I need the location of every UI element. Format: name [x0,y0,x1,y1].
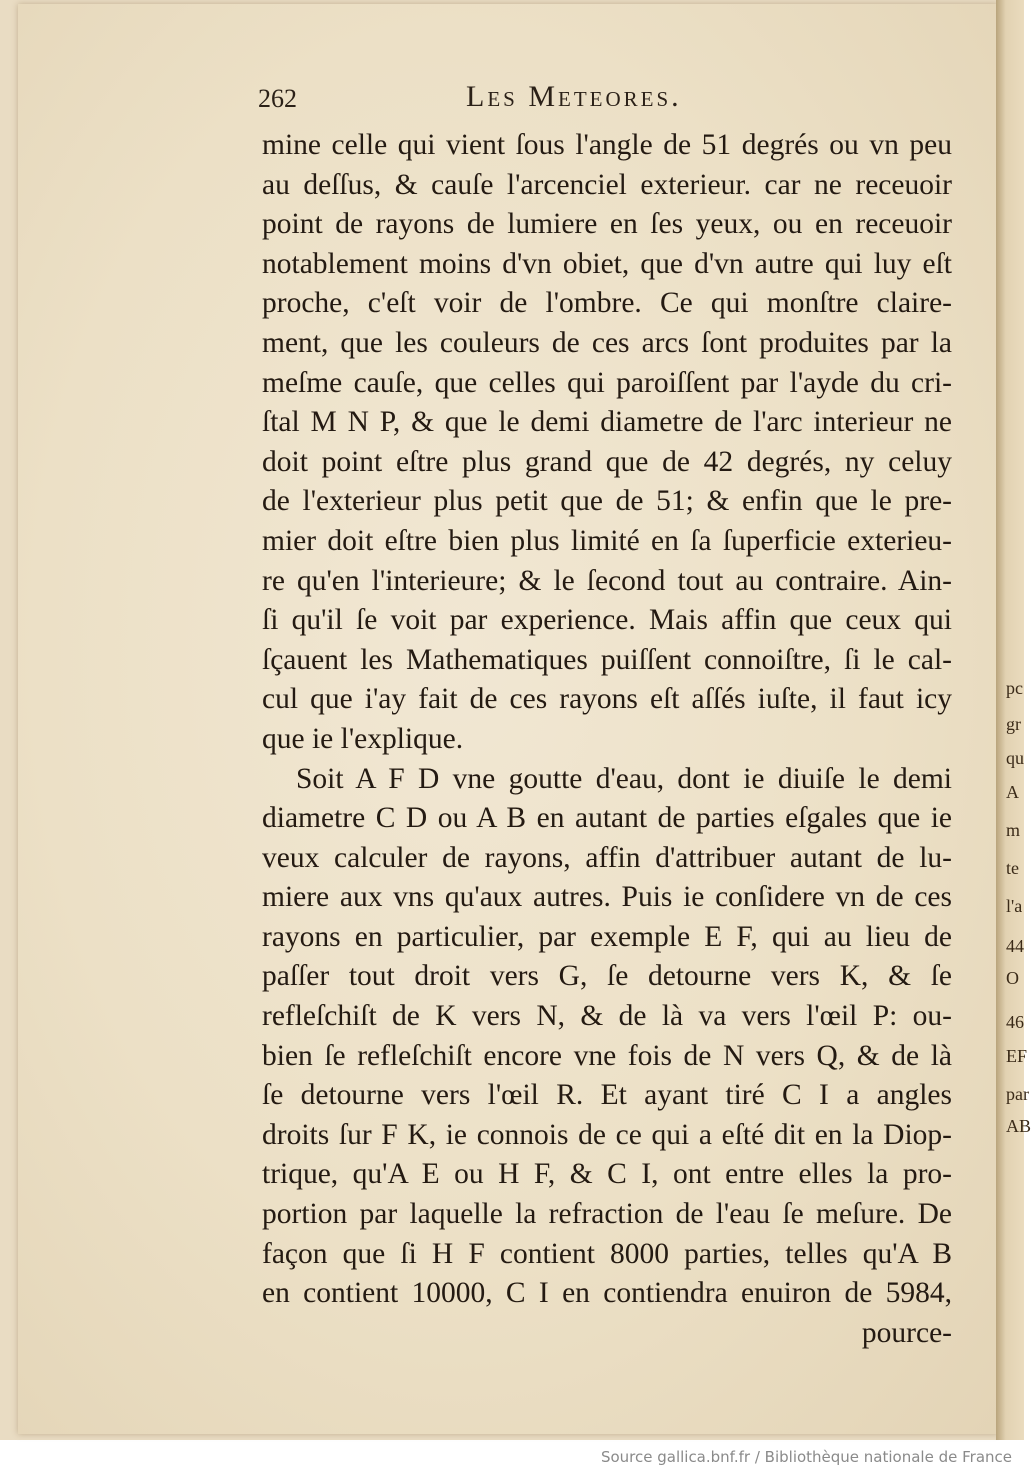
text-line: ſe detourne vers l'œil R. Et ayant tiré C I a angles [262,1079,952,1112]
text-line: façon que ſi H F contient 8000 parties, telles qu'A B [262,1237,952,1270]
text-line: refleſchiſt de K vers N, & de là va vers l'œil P: ou- [262,1000,952,1033]
text-line-paragraph-end: que ie l'explique. [262,722,464,755]
text-line: mine celle qui vient ſous l'angle de 51 degrés ou vn peu [262,129,952,161]
facing-page-fragment: gr [1006,714,1021,734]
text-line: au deſſus, & cauſe l'arcenciel exterieur. car ne receuoir [262,168,952,201]
text-line: droits ſur F K, ie connois de ce qui a eſté dit en la Diop- [262,1118,952,1151]
text-line: paſſer tout droit vers G, ſe detourne vers K, & ſe [262,960,952,993]
text-line: proche, c'eſt voir de l'ombre. Ce qui monſtre claire- [262,287,952,320]
page-header [258,78,948,118]
text-line: mier doit eſtre bien plus limité en ſa ſuperficie exterieu- [262,524,952,557]
source-credit: Source gallica.bnf.fr / Bibliothèque nationale de France [600,1448,1012,1466]
text-line: doit point eſtre plus grand que de 42 degrés, ny celuy [262,445,952,478]
text-line: bien ſe refleſchiſt encore vne fois de N vers Q, & de là [262,1039,952,1072]
facing-page-fragment: 46 [1006,1012,1024,1032]
facing-page-fragment: pc [1006,678,1023,698]
facing-page-fragment: 44 [1006,936,1024,956]
text-line: meſme cauſe, que celles qui paroiſſent par l'ayde du cri- [262,366,952,399]
text-line: de l'exterieur plus petit que de 51; & enfin que le pre- [262,485,952,518]
facing-page-fragment: EF [1006,1046,1028,1066]
facing-page-edge [996,0,1031,1440]
text-line: re qu'en l'interieure; & le ſecond tout au contraire. Ain- [262,564,952,597]
text-line: ment, que les couleurs de ces arcs ſont produites par la [262,326,952,359]
text-line: notablement moins d'vn obiet, que d'vn autre qui luy eſt [262,247,952,280]
running-title: Les Meteores. [466,80,682,113]
text-line: point de rayons de lumiere en ſes yeux, ou en receuoir [262,208,952,241]
page-number: 262 [258,84,297,113]
text-line: veux calculer de rayons, affin d'attribuer autant de lu- [262,841,952,874]
facing-page-fragment: m [1006,820,1021,840]
facing-page-fragment: par [1006,1084,1029,1104]
facing-page-fragment: l'a [1006,896,1023,916]
text-line-paragraph-start: Soit A F D vne goutte d'eau, dont ie diuiſe le demi [296,762,952,795]
text-line: rayons en particulier, par exemple E F, qui au lieu de [262,920,952,953]
catchword: pource- [861,1316,952,1349]
facing-page-fragment: te [1006,858,1019,878]
text-line: portion par laquelle la refraction de l'eau ſe meſure. De [262,1198,952,1231]
text-line: miere aux vns qu'aux autres. Puis ie conſidere vn de ces [262,881,952,914]
body-text [262,126,952,1353]
text-line: en contient 10000, C I en contiendra enuiron de 5984, [262,1277,952,1310]
text-line: ſtal M N P, & que le demi diametre de l'arc interieur ne [262,406,952,439]
text-line: trique, qu'A E ou H F, & C I, ont entre elles la pro- [262,1158,952,1191]
text-line: ſi qu'il ſe voit par experience. Mais affin que ceux qui [262,604,952,637]
facing-page-fragment: O [1006,968,1019,988]
text-line: ſçauent les Mathematiques puiſſent connoiſtre, ſi le cal- [262,643,952,676]
text-line: diametre C D ou A B en autant de parties eſgales que ie [262,802,952,835]
facing-page-fragment: AB [1006,1116,1031,1136]
facing-page-fragment: qu [1006,748,1024,768]
text-line: cul que i'ay fait de ces rayons eſt aſſés iuſte, il faut icy [262,683,952,716]
facing-page-fragment: A [1006,782,1019,802]
